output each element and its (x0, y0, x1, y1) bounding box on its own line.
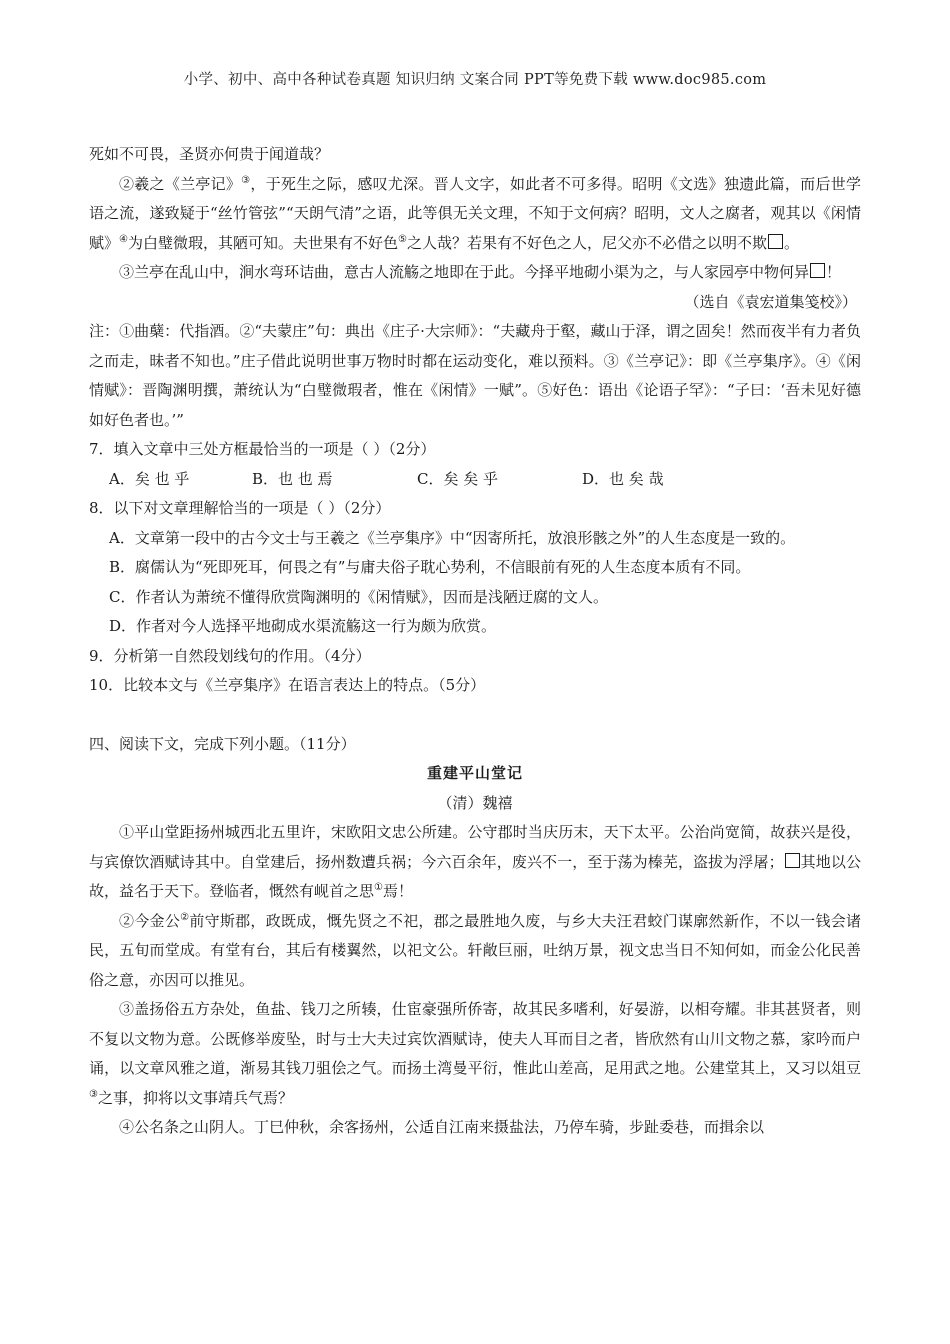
passage-paragraph-3: ③兰亭在乱山中，涧水弯环诘曲，意古人流觞之地即在于此。今择平地砌小渠为之，与人家园亭中物何异 ！ (119, 263, 842, 281)
q8-option-c: C．作者认为萧统不懂得欣赏陶渊明的《闲情赋》，因而是浅陋迂腐的文人。 (109, 587, 608, 606)
passage-paragraph-2: ②羲之《兰亭记》③，于死生之际，感叹尤深。晋人文字，如此者不可多得。昭明《文选》独遗此篇，而后世学语之流，遂致疑于“丝竹管弦”“天朗气清”之语，此等俱无关文理，不知于文何病？昭明，文人之腐者，观其以《闲情赋》④为白璧微瑕，其陋可知。夫世果有不好色⑤之人哉？若果有不好色之人，尼父亦不必借之以明不欺 。 (89, 174, 861, 252)
blank-box (810, 263, 825, 278)
question-10-stem: 10．比较本文与《兰亭集序》在语言表达上的特点。（5分） (89, 676, 486, 694)
passage-author: （清）魏禧 (437, 793, 513, 812)
exam-content (89, 140, 861, 1143)
section-4-heading: 四、阅读下文，完成下列小题。（11分） (89, 734, 356, 753)
question-8-stem: 8．以下对文章理解恰当的一项是（ ）（2分） (89, 499, 391, 517)
section4-paragraph-4: ④公名条之山阴人。丁巳仲秋，余客扬州，公适自江南来摄盐法，乃停车骑，步趾委巷，而揖余以 (119, 1118, 765, 1136)
question-9-stem: 9．分析第一自然段划线句的作用。（4分） (89, 646, 371, 665)
q7-option-a: A．矣 也 乎 (109, 469, 190, 488)
question-7-stem: 7．填入文章中三处方框最恰当的一项是（ ）（2分） (89, 440, 436, 458)
passage-line: 死如不可畏，圣贤亦何贵于闻道哉？ (89, 145, 330, 163)
source-citation: （选自《袁宏道集笺校》） (684, 292, 857, 311)
q8-option-b: B．腐儒认为“死即死耳，何畏之有”与庸夫俗子耽心势利，不信眼前有死的人生态度本质有不同。 (109, 558, 751, 576)
blank-box (768, 234, 783, 249)
annotations: 注：①曲蘖：代指酒。②“夫蒙庄”句：典出《庄子·大宗师》：“夫藏舟于壑，藏山于泽，谓之固矣！然而夜半有力者负之而走，昧者不知也。”庄子借此说明世事万物时时都在运动变化，难以预料。③《兰亭记》：即《兰亭集序》。④《闲情赋》：晋陶渊明撰，萧统认为“白璧微瑕者，惟在《闲情》一赋”。⑤好色：语出《论语子罕》：“子曰：‘吾未见好德如好色者也。’” (89, 322, 861, 429)
q7-option-d: D．也 矣 哉 (582, 469, 664, 488)
question-7-options (89, 465, 861, 495)
q8-option-d: D．作者对今人选择平地砌成水渠流觞这一行为颇为欣赏。 (109, 617, 497, 635)
passage-title: 重建平山堂记 (426, 764, 523, 782)
section4-paragraph-3: ③盖扬俗五方杂处，鱼盐、钱刀之所辏，仕宦豪强所侨寄，故其民多嗜利，好晏游，以相夸耀。非其甚贤者，则不复以文物为意。公既修举废坠，时与士大夫过宾饮酒赋诗，使夫人耳而目之者，皆欣然有山川文物之慕，家吟而户诵，以文章风雅之道，渐易其钱刀驵侩之气。而扬土湾曼平衍，惟此山差高，足用武之地。公建堂其上，又习以俎豆③之事，抑将以文事靖兵气焉？ (89, 1000, 861, 1107)
section4-paragraph-2: ②今金公②前守斯郡，政既成，慨先贤之不祀，郡之最胜地久废，与乡大夫汪君蛟门谋廓然新作，不以一钱会诸民，五旬而堂成。有堂有台，其后有楼翼然，以祀文公。轩敞巨丽，吐纳万景，视文忠当日不知何如，而金公化民善俗之意，亦因可以推见。 (89, 911, 861, 989)
blank-box (785, 853, 800, 868)
q7-option-b: B．也 也 焉 (252, 469, 333, 488)
section4-paragraph-1: ①平山堂距扬州城西北五里许，宋欧阳文忠公所建。公守郡时当庆历末，天下太平。公治尚宽简，故获兴是役，与宾僚饮酒赋诗其中。自堂建后，扬州数遭兵祸；今六百余年，废兴不一，至于荡为榛芜，盗拔为浮屠； 其地以公故，益名于天下。登临者，慨然有岘首之思①焉！ (89, 823, 861, 900)
q7-option-c: C．矣 矣 乎 (417, 469, 499, 488)
spacer (89, 701, 861, 730)
q8-option-a: A．文章第一段中的古今文士与王羲之《兰亭集序》中“因寄所托，放浪形骸之外”的人生态度是一致的。 (109, 528, 796, 547)
site-header: 小学、初中、高中各种试卷真题 知识归纳 文案合同 PPT等免费下载 www.doc985.com (183, 72, 767, 88)
